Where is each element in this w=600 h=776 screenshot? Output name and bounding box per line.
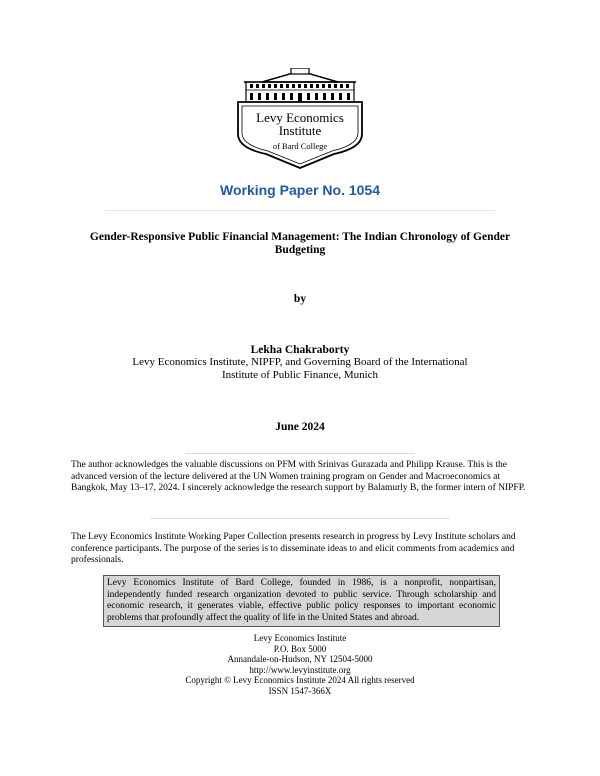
publication-date: June 2024 (275, 421, 325, 433)
building-crest-icon (234, 68, 366, 172)
acknowledgment-note: The author acknowledges the valuable discussions on PFM with Srinivas Gurazada and Philipp Krause. This is the advanced version of the lecture delivered at the UN Women training program on Gender and Macroeconomics at Bangkok, May 13–17, 2024. I sincerely acknowledge the research support by Balamurly B, the former intern of NIPFP. (71, 460, 526, 493)
issn-number: ISSN 1547-366X (268, 685, 332, 696)
contact-name: Levy Economics Institute (253, 633, 347, 643)
contact-city: Annandale-on-Hudson, NY 12504-5000 (227, 654, 373, 664)
divider (105, 210, 495, 211)
divider (150, 518, 450, 519)
website-link[interactable]: http://www.levyinstitute.org (249, 664, 351, 675)
contact-block (0, 633, 600, 696)
collection-note: The Levy Economics Institute Working Paper Collection presents research in progress by Levy Institute scholars and conference participants. The purpose of the series is to disseminate ideas to and elicit comments from academics and professionals. (71, 532, 516, 565)
working-paper-number: Working Paper No. 1054 (219, 182, 380, 198)
logo-line-2: Institute (278, 123, 322, 138)
logo-line-1: Levy Economics (256, 110, 344, 125)
copyright-notice: Copyright © Levy Economics Institute 2024 All rights reserved (185, 675, 415, 685)
institute-description-box: Levy Economics Institute of Bard College, founded in 1986, is a nonprofit, nonpartisan, independently funded research organization devoted to public service. Through scholarship and economic research, it generates viable, effective public policy responses to important economic problems that profoundly affect the quality of life in the United States and abroad. (103, 575, 500, 627)
author-name: Lekha Chakraborty (250, 344, 350, 356)
logo-line-3: of Bard College (272, 141, 328, 151)
paper-title: Gender-Responsive Public Financial Management: The Indian Chronology of Gender Budgeting (89, 231, 511, 256)
levy-institute-logo (234, 68, 366, 172)
contact-po-box: P.O. Box 5000 (273, 643, 327, 654)
divider (185, 453, 415, 454)
author-affiliation: Levy Economics Institute, NIPFP, and Governing Board of the International Institute of Public Finance, Munich (132, 356, 468, 381)
by-label: by (293, 293, 307, 305)
